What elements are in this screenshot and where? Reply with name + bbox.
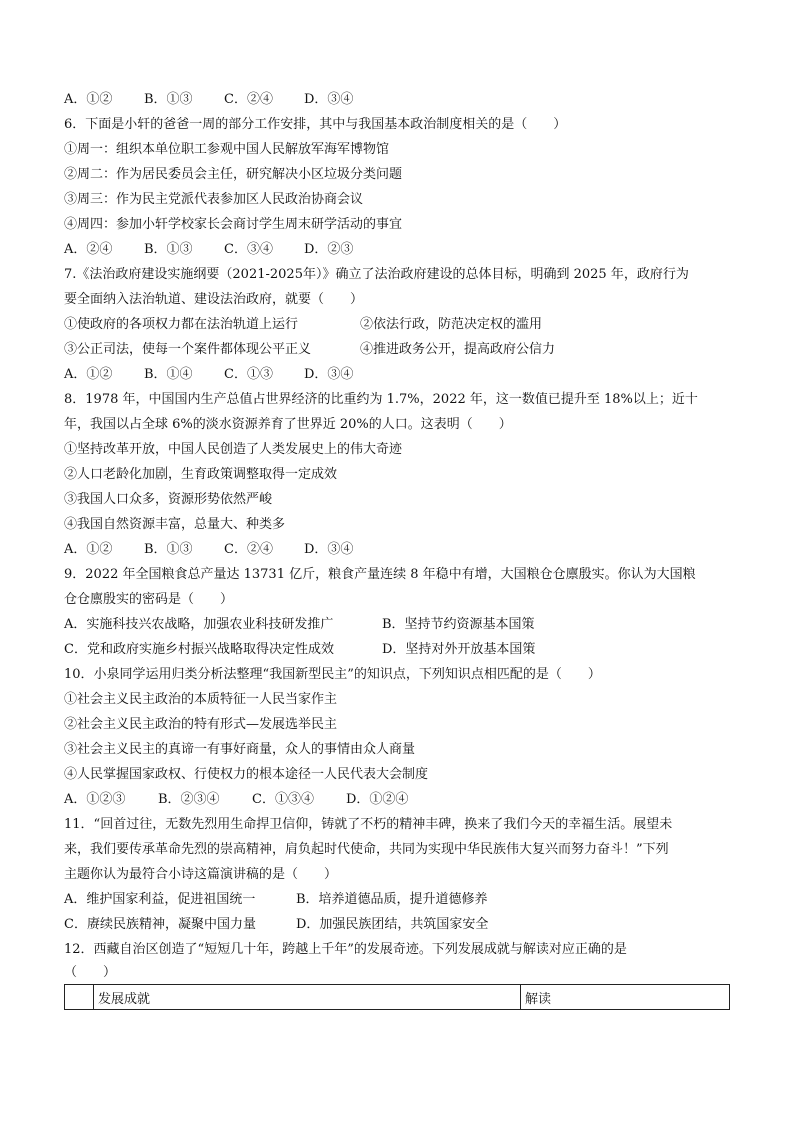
q7-option-d: D．③④ <box>304 367 354 382</box>
q6-item: ④周四：参加小轩学校家长会商讨学生周末研学活动的事宜 <box>64 217 403 232</box>
q7-item: ②依法行政，防范决定权的滥用 <box>360 317 543 332</box>
q5-option-d: D．③④ <box>304 92 354 107</box>
q6-option-b: B．①③ <box>144 242 193 257</box>
q11-options-row <box>64 916 488 934</box>
q7-options <box>64 366 384 384</box>
q11-option-d: D．加强民族团结，共筑国家安全 <box>296 917 489 932</box>
table-header-cell <box>65 985 94 1010</box>
q11-option-b: B．培养道德品质，提升道德修养 <box>296 892 488 907</box>
q6-option-c: C．③④ <box>224 242 273 257</box>
q12-table <box>64 984 730 1010</box>
q8-item: ④我国自然资源丰富，总量大、种类多 <box>64 517 286 532</box>
q10-options <box>64 791 440 809</box>
q12-stem-line: 12．西藏自治区创造了“短短几十年，跨越上千年”的发展奇迹。下列发展成就与解读对应正确的是 <box>64 942 627 957</box>
q7-item: ④推进政务公开，提高政府公信力 <box>360 342 556 357</box>
q7-stem-line: 要全面纳入法治轨道、建设法治政府，就要（ ） <box>64 292 364 307</box>
q5-option-c: C．②④ <box>224 92 273 107</box>
q8-item: ③我国人口众多，资源形势依然严峻 <box>64 492 273 507</box>
q10-item: ④人民掌握国家政权、行使权力的根本途径一人民代表大会制度 <box>64 767 429 782</box>
q7-items-row <box>64 316 542 334</box>
q9-stem-line: 仓仓廪殷实的密码是（ ） <box>64 592 234 607</box>
q10-item: ①社会主义民主政治的本质特征一人民当家作主 <box>64 692 338 707</box>
q6-options <box>64 241 384 259</box>
q6-stem: 6．下面是小轩的爸爸一周的部分工作安排，其中与我国基本政治制度相关的是（ ） <box>64 117 567 132</box>
q10-option-a: A．①②③ <box>64 792 126 807</box>
table-header-row <box>65 985 730 1010</box>
q7-item: ③公正司法，使每一个案件都体现公平正义 <box>64 342 312 357</box>
q7-option-b: B．①④ <box>144 367 193 382</box>
q9-option-a: A．实施科技兴农战略，加强农业科技研发推广 <box>64 617 334 632</box>
q11-option-c: C．赓续民族精神，凝聚中国力量 <box>64 917 256 932</box>
q12-stem-line: （ ） <box>64 965 117 980</box>
q7-item: ①使政府的各项权力都在法治轨道上运行 <box>64 317 299 332</box>
q10-option-d: D．①②④ <box>346 792 409 807</box>
table-header-cell: 发展成就 <box>94 985 521 1010</box>
q11-stem-line: 主题你认为最符合小诗这篇演讲稿的是（ ） <box>64 867 338 882</box>
table-header-cell: 解读 <box>521 985 730 1010</box>
q8-options <box>64 541 384 559</box>
q7-option-c: C．①③ <box>224 367 273 382</box>
q9-option-b: B．坚持节约资源基本国策 <box>382 617 535 632</box>
q11-stem-line: 来，我们要传承革命先烈的崇高精神，肩负起时代使命，共同为实现中华民族伟大复兴而努力奋斗！”下列 <box>64 842 669 857</box>
q6-item: ②周二：作为居民委员会主任，研究解决小区垃圾分类问题 <box>64 167 403 182</box>
q11-options-row <box>64 891 488 909</box>
q8-stem-line: 年，我国以占全球 6%的淡水资源养育了世界近 20%的人口。这表明（ ） <box>64 417 512 432</box>
q10-item: ②社会主义民主政治的特有形式—发展选举民主 <box>64 717 338 732</box>
q8-option-c: C．②④ <box>224 542 273 557</box>
q9-options-row <box>64 616 535 634</box>
q6-item: ③周三：作为民主党派代表参加区人民政治协商会议 <box>64 192 364 207</box>
q10-option-c: C．①③④ <box>252 792 314 807</box>
q6-option-d: D．②③ <box>304 242 354 257</box>
q8-stem-line: 8．1978 年，中国国内生产总值占世界经济的比重约为 1.7%，2022 年，这一数值已提升至 18%以上；近十 <box>64 392 698 407</box>
q9-options-row <box>64 641 535 659</box>
q7-option-a: A．①② <box>64 367 113 382</box>
q9-stem-line: 9．2022 年全国粮食总产量达 13731 亿斤，粮食产量连续 8 年稳中有增，大国粮仓仓廪殷实。你认为大国粮 <box>64 567 696 582</box>
q10-option-b: B．②③④ <box>158 792 220 807</box>
q6-item: ①周一：组织本单位职工参观中国人民解放军海军博物馆 <box>64 142 390 157</box>
q7-items-row <box>64 341 555 359</box>
q8-item: ①坚持改革开放，中国人民创造了人类发展史上的伟大奇迹 <box>64 442 403 457</box>
q8-item: ②人口老龄化加剧，生育政策调整取得一定成效 <box>64 467 338 482</box>
q8-option-a: A．①② <box>64 542 113 557</box>
q9-option-c: C．党和政府实施乡村振兴战略取得决定性成效 <box>64 642 334 657</box>
q8-option-d: D．③④ <box>304 542 354 557</box>
q11-option-a: A．维护国家利益，促进祖国统一 <box>64 892 256 907</box>
q9-option-d: D．坚持对外开放基本国策 <box>382 642 536 657</box>
q10-item: ③社会主义民主的真谛一有事好商量，众人的事情由众人商量 <box>64 742 416 757</box>
q8-option-b: B．①③ <box>144 542 193 557</box>
q10-stem: 10．小泉同学运用归类分析法整理“我国新型民主”的知识点，下列知识点相匹配的是（ ） <box>64 667 601 682</box>
q5-option-a: A．①② <box>64 92 113 107</box>
q5-option-b: B．①③ <box>144 92 193 107</box>
q5-options <box>64 91 384 109</box>
q6-option-a: A．②④ <box>64 242 113 257</box>
q11-stem-line: 11．“回首过往，无数先烈用生命捍卫信仰，铸就了不朽的精神丰碑，换来了我们今天的幸福生活。展望未 <box>64 817 673 832</box>
q7-stem-line: 7.《法治政府建设实施纲要（2021-2025年）》确立了法治政府建设的总体目标，明确到 2025 年，政府行为 <box>64 267 689 282</box>
